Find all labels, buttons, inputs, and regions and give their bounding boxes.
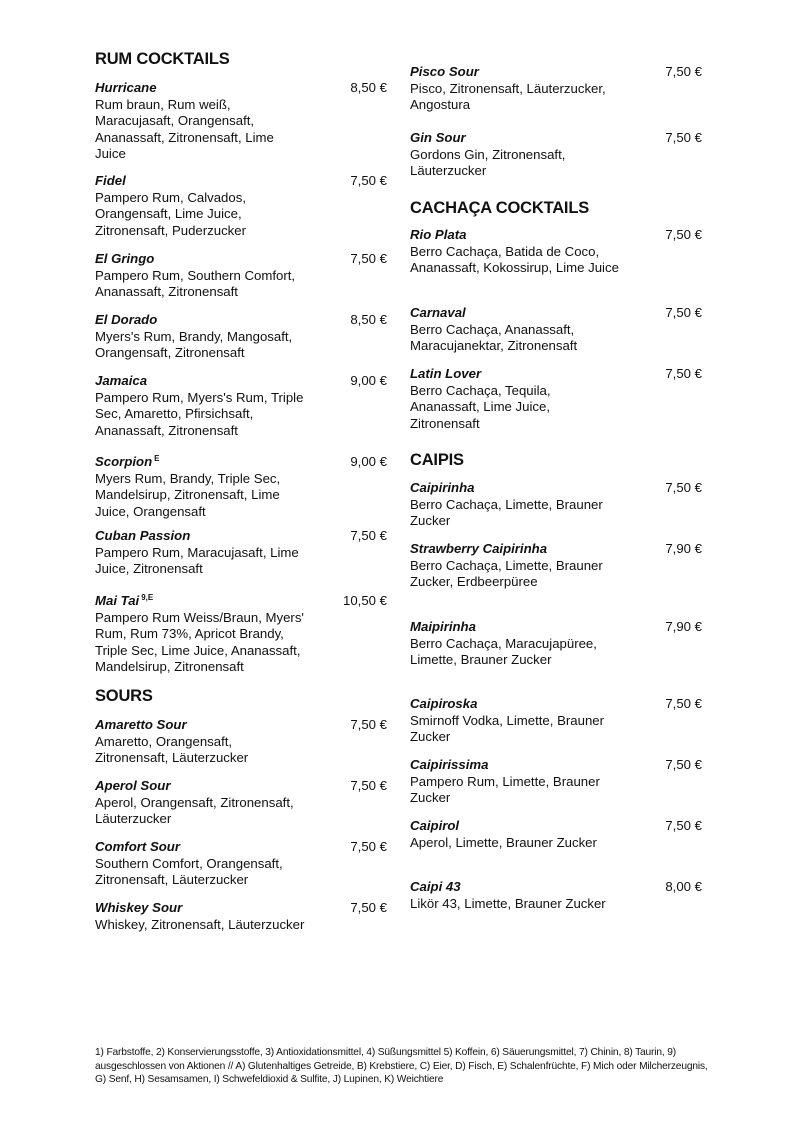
menu-item-header: [95, 173, 387, 190]
menu-item: [410, 879, 702, 912]
section-title-sours: SOURS: [95, 687, 153, 705]
menu-item: [95, 312, 387, 362]
menu-item-description: Pampero Rum Weiss/Braun, Myers' Rum, Rum 73%, Apricot Brandy, Triple Sec, Lime Juice, Ananassaft, Mandelsirup, Zitronensaft: [95, 609, 304, 675]
menu-item-price: 7,50 €: [665, 696, 702, 711]
menu-item-name: [410, 130, 466, 147]
menu-item-name-text: Caipi 43: [410, 879, 461, 894]
menu-item-name: [95, 590, 153, 610]
menu-item-header: [410, 64, 702, 81]
menu-item-name: [95, 839, 180, 856]
menu-item-price: 7,90 €: [665, 619, 702, 634]
menu-item-header: [95, 839, 387, 856]
menu-item-name-text: Caipirol: [410, 818, 460, 833]
menu-item-description: Gordons Gin, Zitronensaft, Läuterzucker: [410, 146, 566, 179]
menu-item-header: [95, 717, 387, 734]
menu-item-name-text: Gin Sour: [410, 130, 466, 145]
menu-item-header: [95, 373, 387, 390]
menu-item-header: [410, 619, 702, 636]
menu-item: [95, 839, 387, 889]
menu-item-price: 7,50 €: [665, 366, 702, 381]
menu-item: [410, 818, 702, 851]
menu-item-price: 7,50 €: [665, 757, 702, 772]
menu-item-name: [410, 305, 466, 322]
menu-item-description: Pampero Rum, Limette, Brauner Zucker: [410, 773, 600, 806]
menu-item-description: Smirnoff Vodka, Limette, Brauner Zucker: [410, 712, 605, 745]
menu-item-price: 7,50 €: [350, 173, 387, 188]
menu-item-price: 9,00 €: [350, 373, 387, 388]
menu-item-price: 7,50 €: [665, 305, 702, 320]
menu-item-name-text: Cuban Passion: [95, 528, 191, 543]
menu-item-name: [95, 778, 170, 795]
menu-item-price: 7,50 €: [665, 818, 702, 833]
menu-item: [410, 305, 702, 355]
menu-item-name: [410, 619, 476, 636]
menu-item-description: Aperol, Limette, Brauner Zucker: [410, 834, 597, 850]
allergen-footnote: 1) Farbstoffe, 2) Konservierungsstoffe, 3) Antioxidationsmittel, 4) Süßungsmittel 5) Koffein, 6) Säuerungsmittel, 7) Chinin, 8) Taurin, 9) ausgeschlossen von Aktionen // A) Glutenhaltiges Getreide, B) Krebstiere, C) Eier, D) Fisch, E) Schalenfrüchte, F) Mich oder Milcherzeugnis, G) Senf, H) Sesamsamen, I) Schwefeldioxid & Sulfite, J) Lupinen, K) Weichtiere: [95, 1047, 708, 1085]
menu-item: [410, 130, 702, 180]
allergen-marker: E: [154, 454, 160, 463]
menu-item-name: [410, 696, 477, 713]
menu-item-header: [95, 312, 387, 329]
menu-item-description: Pampero Rum, Southern Comfort, Ananassaft, Zitronensaft: [95, 267, 296, 300]
section-title-cachaca-cocktails: CACHAÇA COCKTAILS: [410, 199, 590, 217]
menu-item: [95, 251, 387, 301]
menu-item-description: Myers Rum, Brandy, Triple Sec, Mandelsirup, Zitronensaft, Lime Juice, Orangensaft: [95, 470, 281, 519]
menu-item-description: Pampero Rum, Maracujasaft, Lime Juice, Zitronensaft: [95, 544, 299, 577]
menu-item-header: [410, 879, 702, 896]
menu-item-name-text: Amaretto Sour: [95, 717, 187, 732]
menu-item-name-text: Caipirinha: [410, 480, 475, 495]
menu-item-description: Berro Cachaça, Limette, Brauner Zucker: [410, 496, 603, 529]
menu-item-price: 7,50 €: [350, 900, 387, 915]
menu-item: [410, 227, 702, 277]
menu-item-price: 7,50 €: [350, 839, 387, 854]
menu-item-name: [410, 879, 461, 896]
menu-item-name: [95, 312, 157, 329]
menu-item-description: Aperol, Orangensaft, Zitronensaft, Läuterzucker: [95, 794, 294, 827]
menu-item-name-text: Rio Plata: [410, 227, 467, 242]
menu-item-description: Berro Cachaça, Batida de Coco, Ananassaft, Kokossirup, Lime Juice: [410, 243, 619, 276]
menu-item-name-text: El Dorado: [95, 312, 158, 327]
menu-item-name: [410, 818, 459, 835]
menu-item-name-text: Carnaval: [410, 305, 466, 320]
menu-item-name: [95, 173, 126, 190]
menu-item-price: 7,50 €: [350, 778, 387, 793]
allergen-marker: 9,E: [141, 593, 154, 602]
menu-item-name-text: Comfort Sour: [95, 839, 180, 854]
menu-item-name-text: Whiskey Sour: [95, 900, 183, 915]
menu-item-header: [95, 590, 387, 610]
menu-item-header: [95, 251, 387, 268]
menu-item-header: [95, 80, 387, 97]
menu-item-name: [410, 480, 474, 497]
menu-item-header: [95, 528, 387, 545]
menu-item: [410, 366, 702, 432]
menu-item-name-text: Scorpion: [95, 454, 153, 469]
menu-item-description: Likör 43, Limette, Brauner Zucker: [410, 895, 606, 911]
menu-item-price: 7,50 €: [665, 130, 702, 145]
menu-item-price: 9,00 €: [350, 454, 387, 469]
menu-item: [95, 900, 387, 933]
menu-item: [95, 590, 387, 676]
section-title-caipis: CAIPIS: [410, 451, 464, 469]
menu-item-name: [95, 451, 160, 471]
menu-item-header: [410, 366, 702, 383]
menu-item-name-text: Hurricane: [95, 80, 157, 95]
menu-item-description: Pampero Rum, Calvados, Orangensaft, Lime Juice, Zitronensaft, Puderzucker: [95, 189, 246, 238]
menu-item-header: [410, 305, 702, 322]
menu-item-name: [95, 251, 154, 268]
menu-item-name: [410, 757, 488, 774]
menu-item-name-text: Caipirissima: [410, 757, 489, 772]
menu-item-name: [95, 373, 147, 390]
menu-item-description: Berro Cachaça, Ananassaft, Maracujanektar, Zitronensaft: [410, 321, 578, 354]
menu-item: [95, 173, 387, 239]
menu-item-header: [95, 451, 387, 471]
section-title-rum-cocktails: RUM COCKTAILS: [95, 50, 230, 68]
menu-item: [95, 717, 387, 767]
menu-item: [95, 80, 387, 163]
menu-item-name-text: Aperol Sour: [95, 778, 171, 793]
menu-item-price: 7,50 €: [350, 251, 387, 266]
menu-item-name: [95, 80, 157, 97]
menu-item-header: [410, 227, 702, 244]
menu-item-name-text: Fidel: [95, 173, 126, 188]
menu-item-description: Berro Cachaça, Tequila, Ananassaft, Lime Juice, Zitronensaft: [410, 382, 551, 431]
menu-item-name: [95, 900, 182, 917]
menu-item-name: [410, 227, 466, 244]
menu-item: [410, 757, 702, 807]
menu-item-price: 7,50 €: [350, 717, 387, 732]
menu-item-header: [95, 778, 387, 795]
menu-item-price: 7,90 €: [665, 541, 702, 556]
menu-item: [95, 373, 387, 439]
menu-item-description: Pisco, Zitronensaft, Läuterzucker, Angostura: [410, 80, 606, 113]
menu-item-header: [95, 900, 387, 917]
menu-item-name-text: Strawberry Caipirinha: [410, 541, 548, 556]
menu-item-name: [410, 541, 547, 558]
menu-item-name-text: El Gringo: [95, 251, 155, 266]
menu-item-header: [410, 696, 702, 713]
menu-item-price: 7,50 €: [665, 64, 702, 79]
menu-item-price: 7,50 €: [350, 528, 387, 543]
menu-item-name-text: Jamaica: [95, 373, 148, 388]
menu-item: [410, 64, 702, 114]
menu-item-header: [410, 130, 702, 147]
menu-item-description: Rum braun, Rum weiß, Maracujasaft, Orangensaft, Ananassaft, Zitronensaft, Lime Juice: [95, 96, 274, 162]
menu-item-price: 8,00 €: [665, 879, 702, 894]
menu-item-description: Amaretto, Orangensaft, Zitronensaft, Läuterzucker: [95, 733, 249, 766]
menu-item-price: 8,50 €: [350, 312, 387, 327]
menu-item-header: [410, 757, 702, 774]
menu-item-name: [95, 528, 190, 545]
menu-item-name-text: Pisco Sour: [410, 64, 479, 79]
menu-item-name-text: Maipirinha: [410, 619, 476, 634]
menu-item: [410, 480, 702, 530]
menu-item-name: [410, 64, 479, 81]
menu-item-header: [410, 818, 702, 835]
menu-item: [410, 541, 702, 591]
menu-item-name-text: Mai Tai: [95, 593, 140, 608]
menu-item-name: [410, 366, 481, 383]
menu-item-header: [410, 541, 702, 558]
menu-item-price: 8,50 €: [350, 80, 387, 95]
menu-item-header: [410, 480, 702, 497]
menu-item: [95, 528, 387, 578]
menu-item: [95, 451, 387, 520]
menu-item: [95, 778, 387, 828]
menu-item-description: Southern Comfort, Orangensaft, Zitronensaft, Läuterzucker: [95, 855, 283, 888]
menu-item-price: 7,50 €: [665, 480, 702, 495]
menu-item-description: Myers's Rum, Brandy, Mangosaft, Orangensaft, Zitronensaft: [95, 328, 293, 361]
menu-item-price: 10,50 €: [343, 593, 387, 608]
menu-item-name: [95, 717, 187, 734]
menu-item-description: Berro Cachaça, Maracujapüree, Limette, Brauner Zucker: [410, 635, 597, 668]
menu-item-description: Berro Cachaça, Limette, Brauner Zucker, Erdbeerpüree: [410, 557, 603, 590]
menu-item-description: Whiskey, Zitronensaft, Läuterzucker: [95, 916, 305, 932]
menu-item-name-text: Caipiroska: [410, 696, 478, 711]
menu-item-description: Pampero Rum, Myers's Rum, Triple Sec, Amaretto, Pfirsichsaft, Ananassaft, Zitronensaft: [95, 389, 304, 438]
menu-item: [410, 619, 702, 669]
menu-item-name-text: Latin Lover: [410, 366, 482, 381]
menu-item: [410, 696, 702, 746]
menu-item-price: 7,50 €: [665, 227, 702, 242]
